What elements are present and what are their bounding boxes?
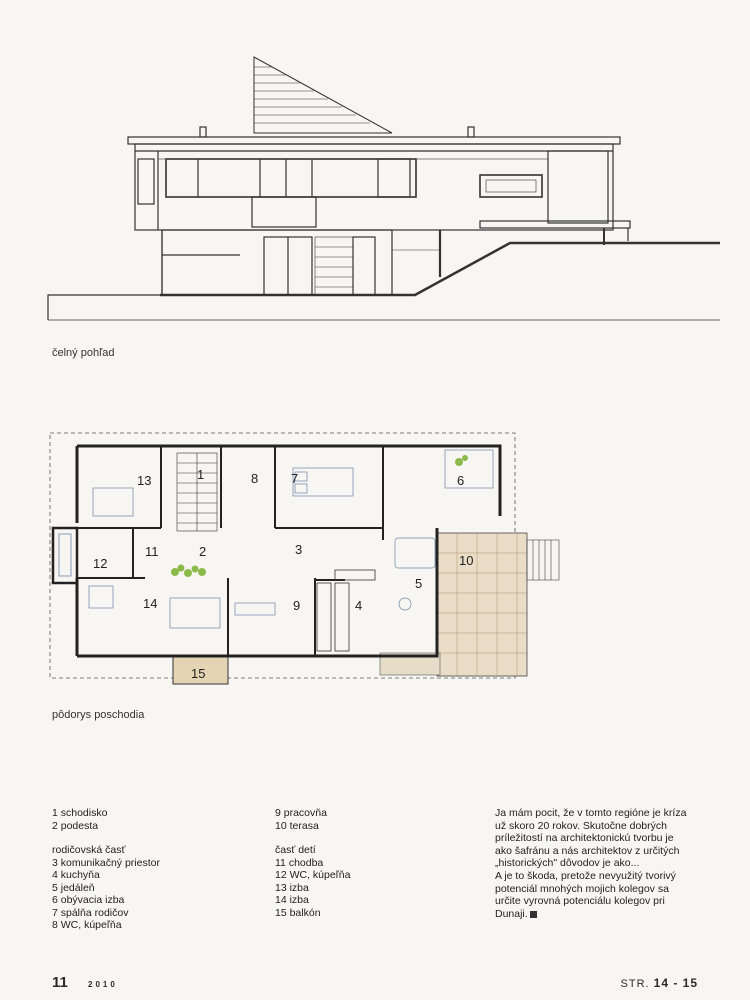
quote-line: určite vyrovná potenciálu kolegov pri [495, 895, 665, 908]
end-mark-icon [530, 911, 537, 918]
room-number-10: 10 [459, 553, 474, 568]
room-number-1: 1 [197, 467, 205, 482]
quote-line: ako šafránu a nás architektov z určitých [495, 844, 680, 857]
issue-year: 2010 [88, 980, 118, 989]
floor-plan-drawing [45, 428, 565, 688]
page-range-label: STR. [620, 978, 650, 990]
page-range-value: 14 - 15 [653, 976, 698, 990]
room-number-13: 13 [137, 473, 152, 488]
legend-column-1 [52, 807, 160, 932]
room-number-15: 15 [191, 666, 206, 681]
legend-group-title: časť detí [275, 844, 316, 856]
elevation-caption: čelný pohľad [52, 347, 115, 359]
legend-item: 9 pracovňa [275, 807, 327, 819]
room-number-12: 12 [93, 556, 108, 571]
legend-item: 3 komunikačný priestor [52, 856, 160, 869]
quote-last-line [495, 908, 695, 921]
legend-item: 1 schodisko [52, 807, 108, 819]
legend-item: 13 izba [275, 881, 309, 894]
legend-item: 6 obývacia izba [52, 894, 125, 906]
legend-item: 15 balkón [275, 906, 321, 919]
legend-group-title: rodičovská časť [52, 844, 126, 856]
quote-line: Ja mám pocit, že v tomto regióne je kríza [495, 807, 687, 819]
room-number-4: 4 [355, 598, 363, 613]
elevation-drawing [40, 15, 720, 335]
legend-item: 5 jedáleň [52, 881, 95, 894]
quote-line: už skoro 20 rokov. Skutočne dobrých [495, 819, 667, 832]
legend-item: 8 WC, kúpeľňa [52, 919, 122, 931]
room-number-9: 9 [293, 598, 301, 613]
room-number-6: 6 [457, 473, 465, 488]
quote-line: „historických" dôvodov je ako... [495, 857, 640, 870]
legend-item: 12 WC, kúpeľňa [275, 869, 351, 881]
page-number: 11 [52, 974, 68, 991]
plan-caption: pôdorys poschodia [52, 709, 145, 721]
quote-line: Dunaji. [495, 907, 528, 920]
legend-item: 2 podesta [52, 819, 99, 832]
page-range [621, 976, 698, 990]
room-number-5: 5 [415, 576, 423, 591]
quote-line: potenciál mnohých mojich kolegov sa [495, 882, 669, 895]
room-number-2: 2 [199, 544, 207, 559]
legend-item: 11 chodba [275, 856, 324, 869]
legend-item: 10 terasa [275, 819, 319, 832]
legend-item: 4 kuchyňa [52, 869, 100, 881]
room-number-3: 3 [295, 542, 303, 557]
room-number-7: 7 [291, 471, 299, 486]
quote-block [495, 807, 695, 920]
quote-line: príležitostí na architektonickú tvorbu je [495, 832, 674, 845]
legend-column-2 [275, 807, 350, 919]
legend-item: 7 spálňa rodičov [52, 906, 129, 919]
room-number-8: 8 [251, 471, 259, 486]
legend-item: 14 izba [275, 894, 309, 906]
room-number-11: 11 [145, 544, 159, 559]
room-number-14: 14 [143, 596, 158, 611]
quote-line: A je to škoda, pretože nevyužitý tvorivý [495, 869, 676, 882]
